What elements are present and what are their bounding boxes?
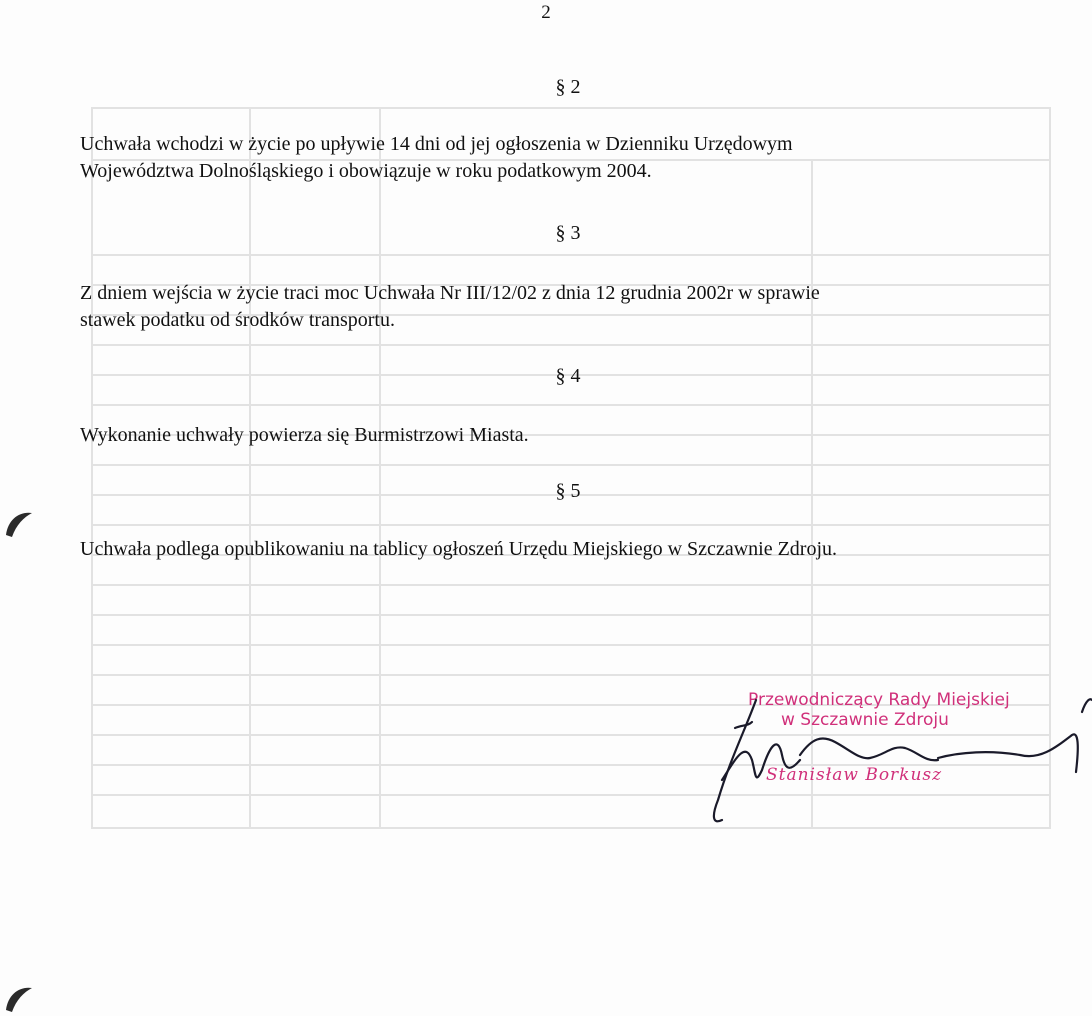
section-3-title: § 3 <box>555 222 581 244</box>
stamp-line-2: w Szczawnie Zdroju <box>781 710 949 730</box>
section-2-line-1: Uchwała wchodzi w życie po upływie 14 dni od jej ogłoszenia w Dzienniku Urzędowym <box>80 133 793 155</box>
section-5-title: § 5 <box>555 480 581 502</box>
stamp-line-1: Przewodniczący Rady Miejskiej <box>748 690 1010 710</box>
section-2-title: § 2 <box>555 76 581 98</box>
section-2-line-2: Województwa Dolnośląskiego i obowiązuje w roku podatkowym 2004. <box>80 160 652 182</box>
stamp-name: Stanisław Borkusz <box>766 765 943 785</box>
section-3-line-2: stawek podatku od środków transportu. <box>80 309 395 331</box>
section-3-line-1: Z dniem wejścia w życie traci moc Uchwała Nr III/12/02 z dnia 12 grudnia 2002r w sprawie <box>80 282 820 304</box>
page-number: 2 <box>541 2 551 23</box>
section-5-line-1: Uchwała podlega opublikowaniu na tablicy ogłoszeń Urzędu Miejskiego w Szczawnie Zdroju. <box>80 538 838 560</box>
section-4-line-1: Wykonanie uchwały powierza się Burmistrzowi Miasta. <box>80 424 529 446</box>
section-4-title: § 4 <box>555 365 581 387</box>
punch-hole-mark-icon <box>2 505 36 539</box>
punch-hole-mark-icon <box>2 980 36 1014</box>
